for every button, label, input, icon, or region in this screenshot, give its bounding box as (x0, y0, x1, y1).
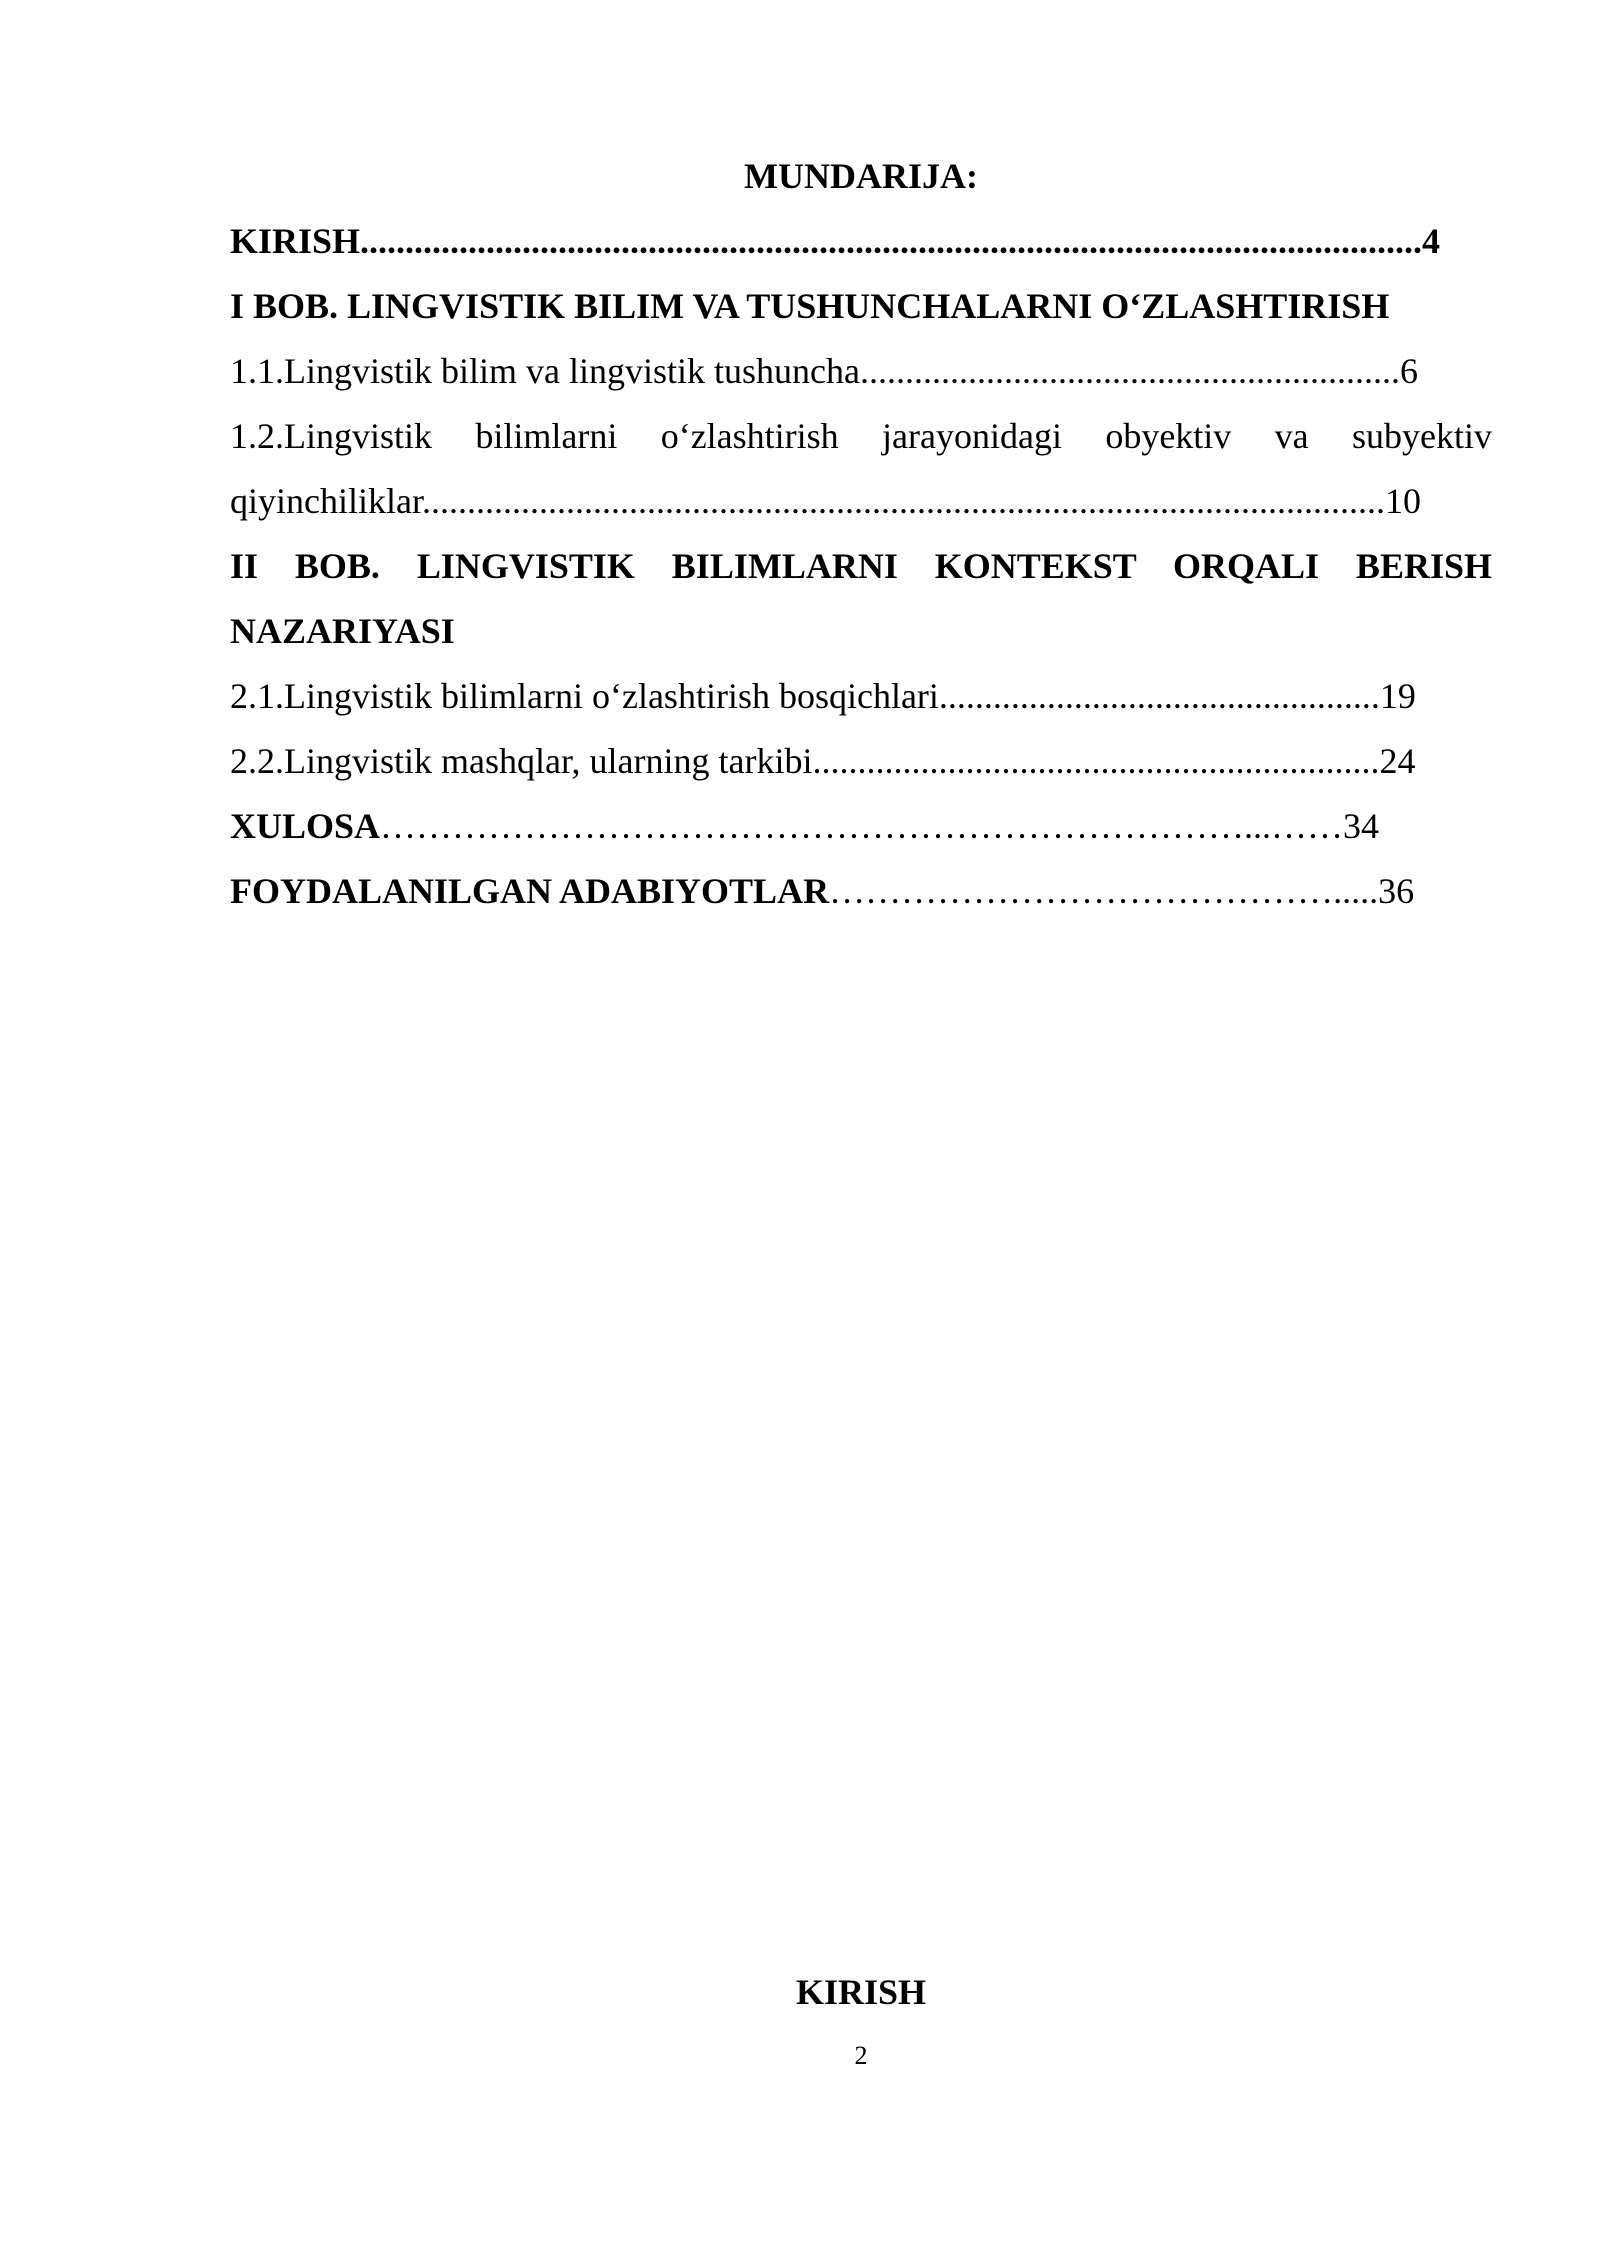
toc-entry-2-2[interactable]: 2.2.Lingvistik mashqlar, ularning tarkibi...............................................................24 (230, 741, 1416, 781)
toc-entry-adabiyotlar[interactable] (230, 869, 1492, 913)
toc-entry-adabiyotlar-page: 36 (1378, 871, 1415, 911)
document-page (230, 0, 1492, 2262)
toc-entry-xulosa-label: XULOSA (230, 806, 381, 846)
page-number: 2 (854, 2041, 868, 2070)
toc-entry-2-1[interactable]: 2.1.Lingvistik bilimlarni o‘zlashtirish bosqichlari.................................................19 (230, 676, 1416, 716)
toc-entry-adabiyotlar-label: FOYDALANILGAN ADABIYOTLAR (230, 871, 830, 911)
toc-entry-adabiyotlar-dots: ……………………………………..... (829, 871, 1379, 911)
section-heading-kirish: KIRISH (795, 1972, 927, 2012)
toc-entry-xulosa-page: 34 (1343, 806, 1380, 846)
toc-title: MUNDARIJA: (744, 156, 978, 196)
toc-entry-xulosa[interactable] (230, 804, 1492, 848)
toc-entry-chapter-1[interactable]: I BOB. LINGVISTIK BILIM VA TUSHUNCHALARNI O‘ZLASHTIRISH (230, 286, 1390, 326)
toc-entry-chapter-2-line-2[interactable]: NAZARIYASI (230, 611, 455, 651)
toc-entry-1-2-line-2[interactable]: qiyinchiliklar...........................................................................................................10 (230, 481, 1421, 521)
toc-entry-1-1[interactable]: 1.1.Lingvistik bilim va lingvistik tushuncha............................................................6 (230, 351, 1418, 391)
toc-entry-chapter-2-line-1[interactable]: II BOB. LINGVISTIK BILIMLARNI KONTEKST ORQALI BERISH (230, 546, 1492, 586)
toc-entry-xulosa-dots: ………………………………………………………………...…… (380, 806, 1344, 846)
toc-entry-1-2-line-1[interactable]: 1.2.Lingvistik bilimlarni o‘zlashtirish jarayonidagi obyektiv va subyektiv (230, 416, 1492, 456)
toc-entry-kirish[interactable]: KIRISH......................................................................................................................4 (230, 221, 1441, 261)
